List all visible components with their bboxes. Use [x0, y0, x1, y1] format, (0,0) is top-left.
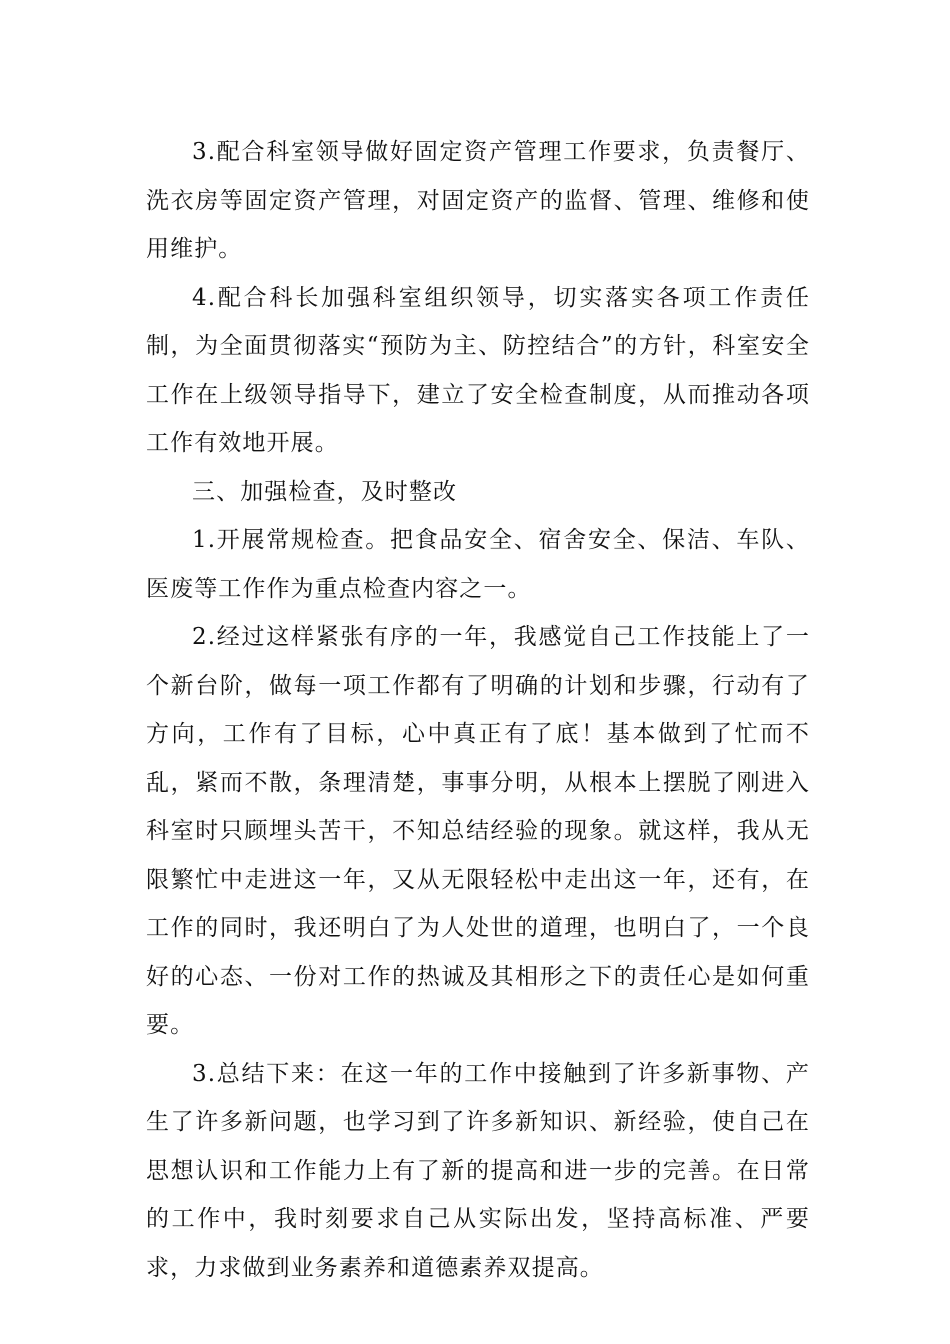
paragraph-fixed-assets: 3.配合科室领导做好固定资产管理工作要求，负责餐厅、洗衣房等固定资产管理，对固定资产的监督、管理、维修和使用维护。	[146, 139, 810, 262]
section-heading-inspection: 三、加强检查，及时整改	[192, 478, 458, 505]
document-body	[146, 128, 810, 1292]
paragraph-year-review: 2.经过这样紧张有序的一年，我感觉自己工作技能上了一个新台阶，做每一项工作都有了明确的计划和步骤，行动有了方向，工作有了目标，心中真正有了底！基本做到了忙而不乱，紧而不散，条理清楚，事事分明，从根本上摆脱了刚进入科室时只顾埋头苦干，不知总结经验的现象。就这样，我从无限繁忙中走进这一年，又从无限轻松中走出这一年，还有，在工作的同时，我还明白了为人处世的道理，也明白了，一个良好的心态、一份对工作的热诚及其相形之下的责任心是如何重要。	[146, 624, 810, 1038]
paragraph-summary: 3.总结下来：在这一年的工作中接触到了许多新事物、产生了许多新问题，也学习到了许多新知识、新经验，使自己在思想认识和工作能力上有了新的提高和进一步的完善。在日常的工作中，我时刻要求自己从实际出发，坚持高标准、严要求，力求做到业务素养和道德素养双提高。	[146, 1060, 810, 1281]
paragraph-organization: 4.配合科长加强科室组织领导，切实落实各项工作责任制，为全面贯彻落实“预防为主、防控结合”的方针，科室安全工作在上级领导指导下，建立了安全检查制度，从而推动各项工作有效地开展。	[146, 284, 810, 456]
paragraph-routine-inspection: 1.开展常规检查。把食品安全、宿舍安全、保洁、车队、医废等工作作为重点检查内容之一。	[146, 527, 810, 602]
